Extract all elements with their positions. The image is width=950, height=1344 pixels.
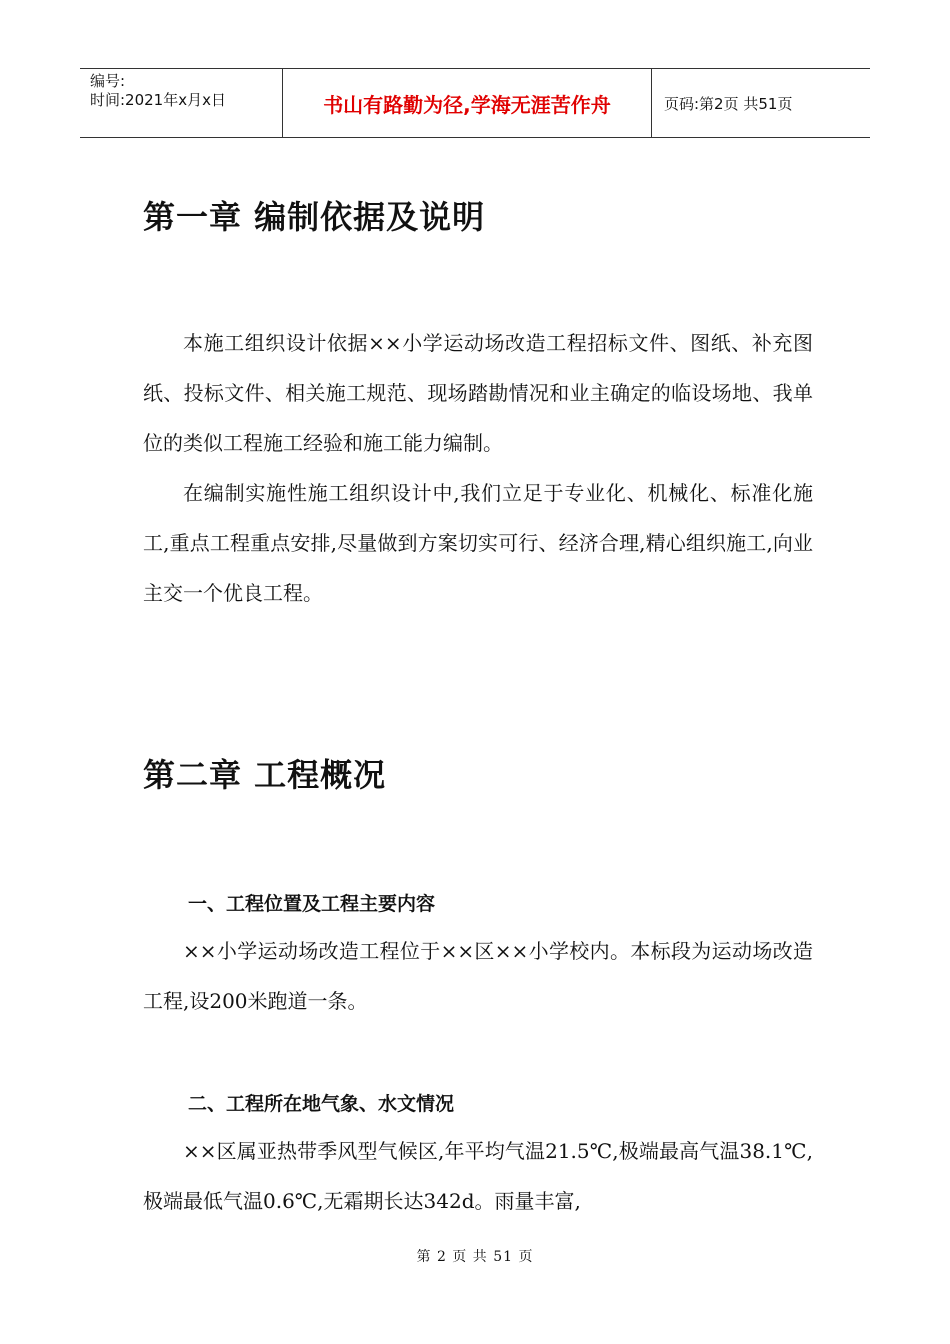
section-1-text: ××小学运动场改造工程位于××区××小学校内。本标段为运动场改造工程,设200米跑道一条。 [143,939,813,1013]
header-number-label: 编号: [90,72,126,90]
header-page-info: 页码:第2页 共51页 [664,94,793,113]
section-2-heading: 二、工程所在地气象、水文情况 [188,1093,455,1115]
section-2-text: ××区属亚热带季风型气候区,年平均气温21.5℃,极端最高气温38.1℃,极端最低气温0.6℃,无霜期长达342d。雨量丰富, [143,1139,813,1213]
chapter-2-title: 第二章 工程概况 [143,756,387,794]
header-motto: 书山有路勤为径,学海无涯苦作舟 [282,69,652,137]
chapter-1-paragraph-2: 在编制实施性施工组织设计中,我们立足于专业化、机械化、标准化施工,重点工程重点安排,尽量做到方案切实可行、经济合理,精心组织施工,向业主交一个优良工程。 [143,481,813,605]
chapter-1-paragraph-1: 本施工组织设计依据××小学运动场改造工程招标文件、图纸、补充图纸、投标文件、相关施工规范、现场踏勘情况和业主确定的临设场地、我单位的类似工程施工经验和施工能力编制。 [143,331,813,455]
page-footer: 第 2 页 共 51 页 [416,1249,534,1265]
chapter-1-title: 第一章 编制依据及说明 [143,198,486,236]
header-meta [80,69,282,137]
section-1-heading: 一、工程位置及工程主要内容 [188,893,436,915]
page-header [80,68,870,138]
header-time-label: 时间:2021年x月x日 [90,91,226,109]
